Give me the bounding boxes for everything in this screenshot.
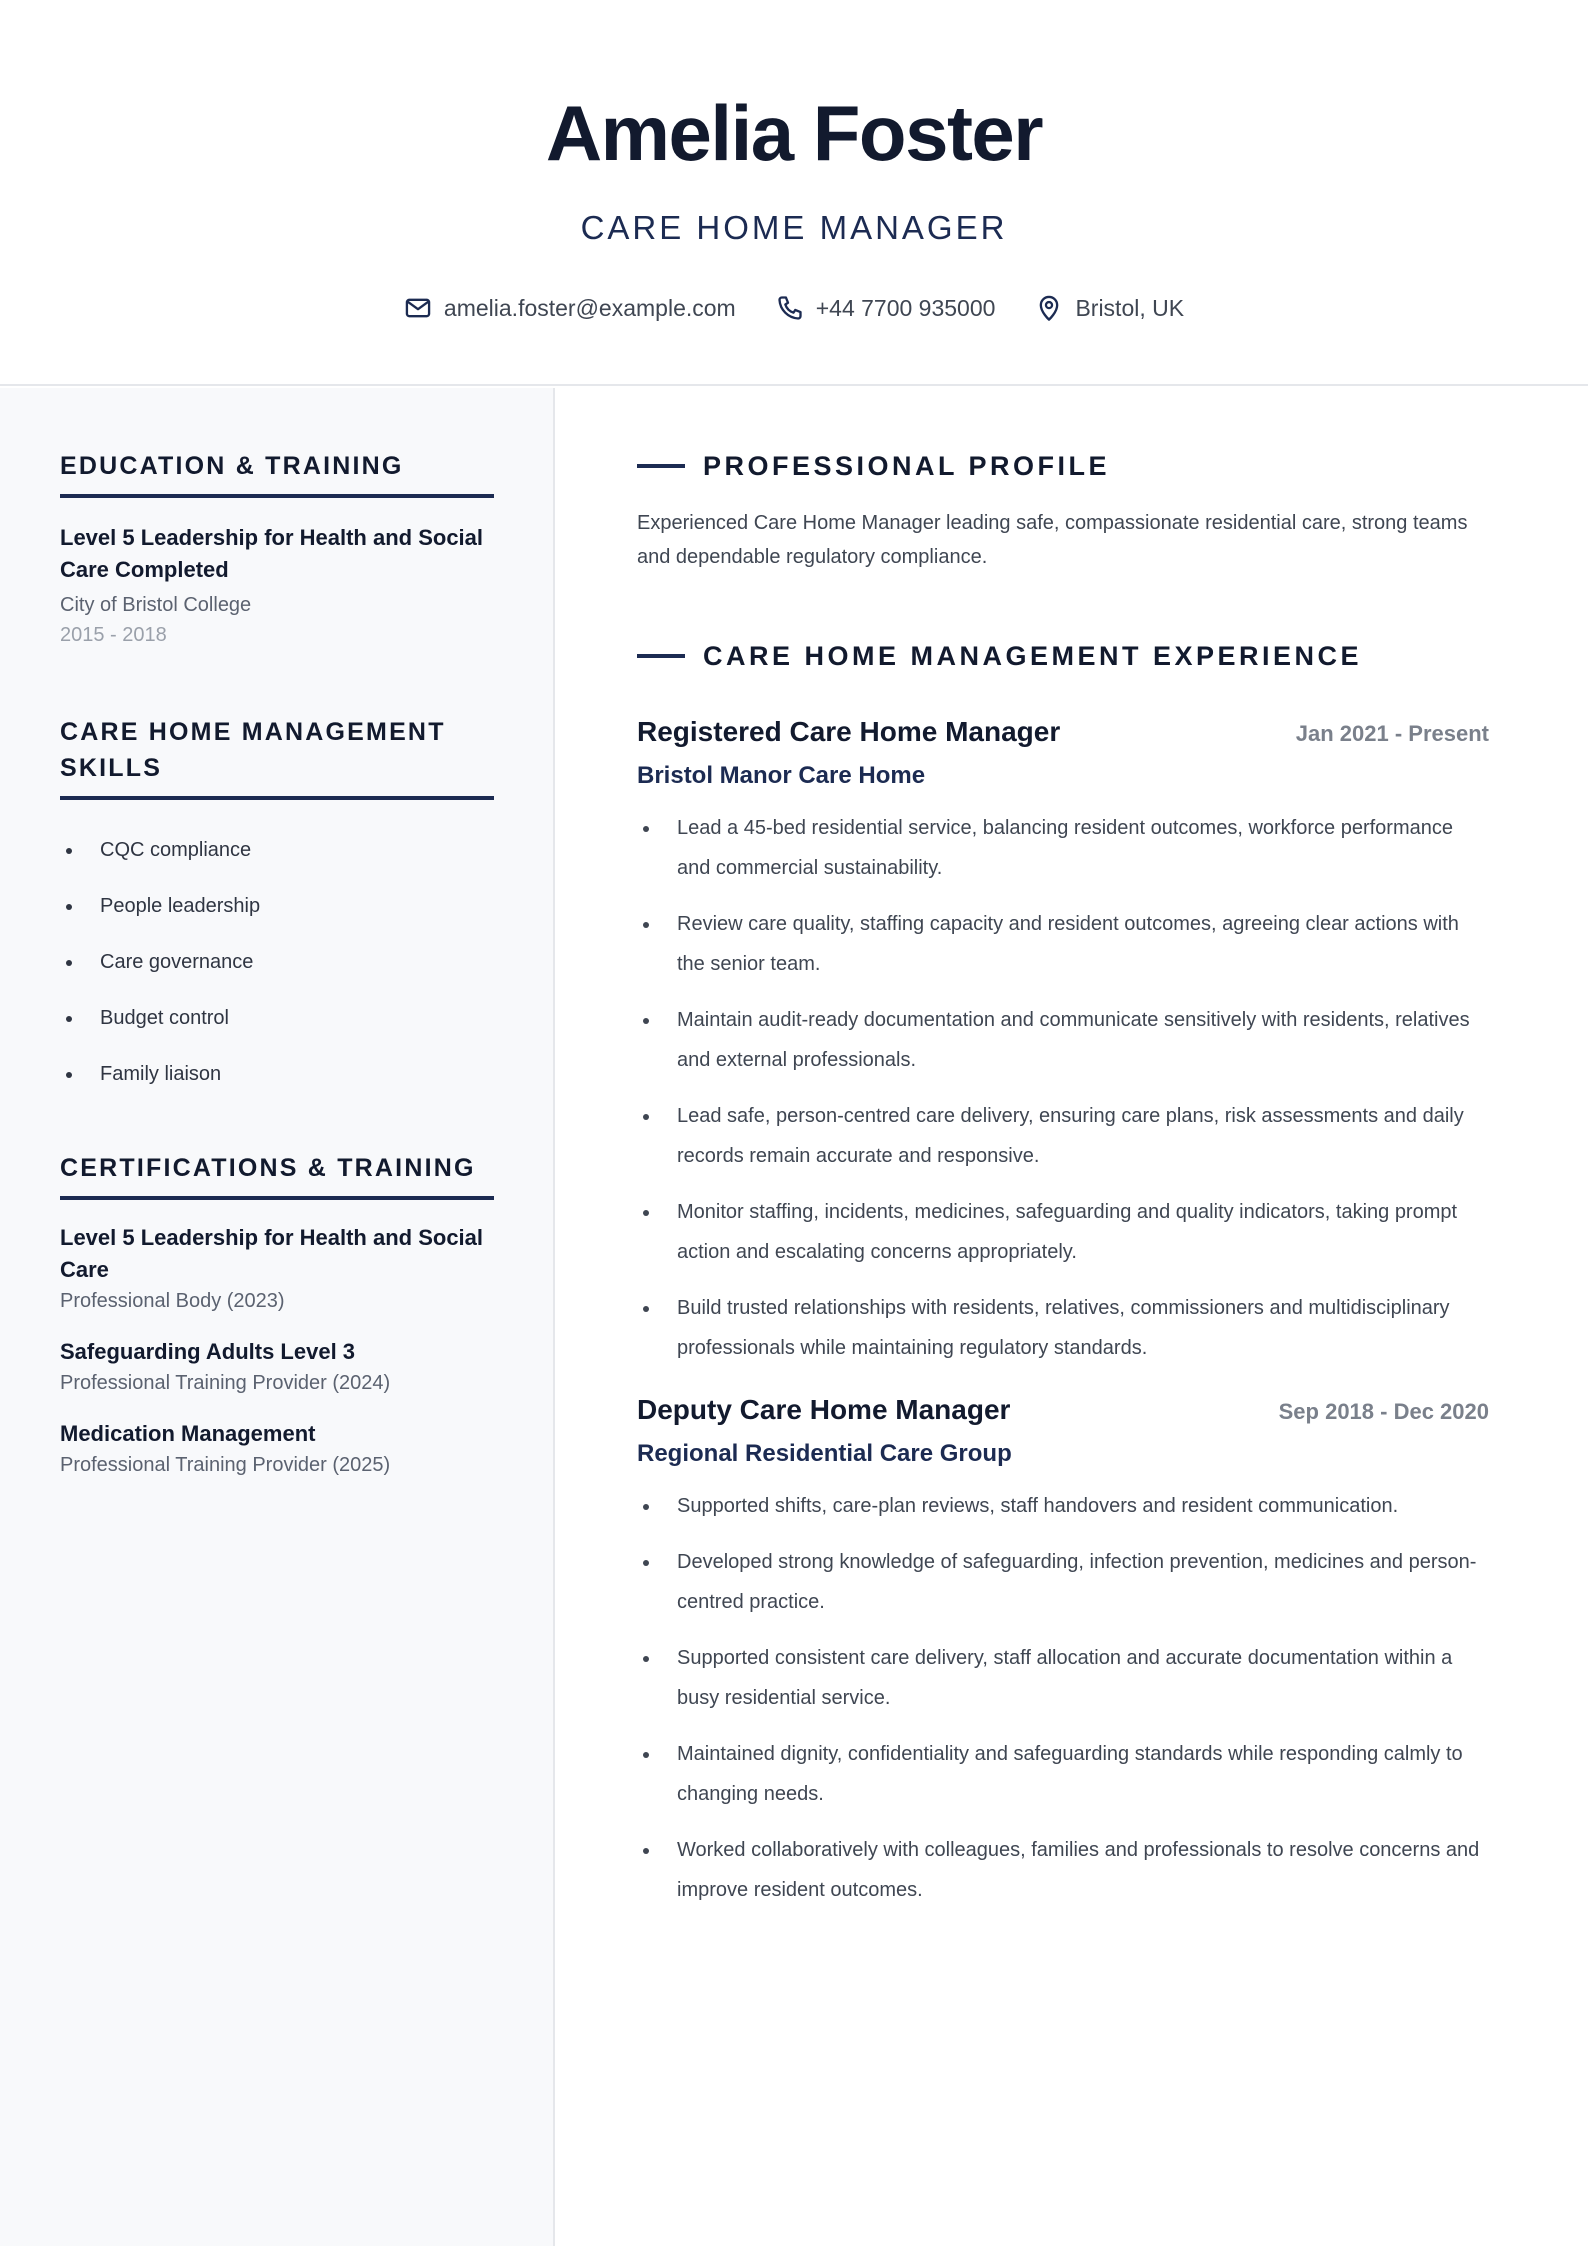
certification-item	[60, 1336, 494, 1398]
experience-section	[637, 636, 1489, 1926]
contact-location	[1035, 290, 1184, 326]
map-pin-icon	[1035, 294, 1063, 322]
candidate-name: Amelia Foster	[545, 89, 1043, 177]
job-entry	[637, 712, 1489, 1368]
heading-accent-bar	[637, 654, 685, 658]
main-content	[557, 388, 1588, 2246]
profile-heading-text: PROFESSIONAL PROFILE	[703, 451, 1111, 481]
mail-icon	[404, 294, 432, 322]
job-company: Bristol Manor Care Home	[637, 762, 926, 789]
location-text: Bristol, UK	[1075, 294, 1185, 321]
job-bullet: Maintained dignity, confidentiality and safeguarding standards while responding calmly to changing needs.	[637, 1734, 1489, 1814]
education-section	[60, 448, 494, 650]
job-bullet: Worked collaboratively with colleagues, families and professionals to resolve concerns and improve resident outcomes.	[637, 1830, 1489, 1910]
certification-item	[60, 1222, 494, 1316]
job-bullet: Supported shifts, care-plan reviews, staff handovers and resident communication.	[637, 1486, 1489, 1526]
heading-accent-bar	[637, 464, 685, 468]
job-bullet: Lead safe, person-centred care delivery, ensuring care plans, risk assessments and daily records remain accurate and responsive.	[637, 1096, 1489, 1176]
job-title: Deputy Care Home Manager	[637, 1394, 1011, 1425]
profile-heading	[637, 446, 1489, 486]
job-dates: Jan 2021 - Present	[1295, 721, 1489, 746]
job-bullet: Monitor staffing, incidents, medicines, safeguarding and quality indicators, taking prompt action and escalating concerns appropriately.	[637, 1192, 1489, 1272]
job-title: Registered Care Home Manager	[637, 716, 1061, 747]
sidebar	[0, 388, 555, 2246]
skill-item: People leadership	[60, 878, 494, 934]
certification-item	[60, 1418, 494, 1480]
phone-text[interactable]: +44 7700 935000	[815, 294, 996, 321]
job-bullet: Build trusted relationships with residents, relatives, commissioners and multidisciplinary professionals while maintaining regulatory standards.	[637, 1288, 1489, 1368]
skills-list	[60, 822, 494, 1102]
skills-heading: CARE HOME MANAGEMENT SKILLS	[60, 714, 494, 800]
job-bullet: Lead a 45-bed residential service, balancing resident outcomes, workforce performance and commercial sustainability.	[637, 808, 1489, 888]
contact-bar	[0, 290, 1588, 326]
education-years: 2015 - 2018	[60, 624, 167, 646]
certification-title: Level 5 Leadership for Health and Social Care	[60, 1225, 484, 1282]
job-bullet: Developed strong knowledge of safeguarding, infection prevention, medicines and person-centred practice.	[637, 1542, 1489, 1622]
contact-email[interactable]	[404, 290, 736, 326]
contact-phone[interactable]	[776, 290, 996, 326]
certifications-heading: CERTIFICATIONS & TRAINING	[60, 1150, 494, 1200]
job-entry	[637, 1390, 1489, 1910]
job-header	[637, 712, 1489, 754]
certification-title: Safeguarding Adults Level 3	[60, 1339, 356, 1364]
email-text[interactable]: amelia.foster@example.com	[443, 294, 736, 321]
skill-item: Budget control	[60, 990, 494, 1046]
certification-title: Medication Management	[60, 1421, 316, 1446]
phone-icon	[776, 294, 804, 322]
profile-summary: Experienced Care Home Manager leading safe, compassionate residential care, strong teams and dependable regulatory compliance.	[637, 512, 1468, 568]
job-header	[637, 1390, 1489, 1432]
skill-item: Family liaison	[60, 1046, 494, 1102]
profile-section	[637, 446, 1489, 574]
certification-issuer: Professional Training Provider (2025)	[60, 1454, 391, 1476]
certification-issuer: Professional Training Provider (2024)	[60, 1372, 391, 1394]
resume-header	[0, 0, 1588, 386]
skill-item: Care governance	[60, 934, 494, 990]
skill-item: CQC compliance	[60, 822, 494, 878]
job-bullet: Maintain audit-ready documentation and communicate sensitively with residents, relatives and external professionals.	[637, 1000, 1489, 1080]
job-dates: Sep 2018 - Dec 2020	[1278, 1399, 1489, 1424]
certification-issuer: Professional Body (2023)	[60, 1290, 285, 1312]
experience-heading-text: CARE HOME MANAGEMENT EXPERIENCE	[703, 641, 1363, 671]
job-bullet: Supported consistent care delivery, staff allocation and accurate documentation within a busy residential service.	[637, 1638, 1489, 1718]
skills-section	[60, 714, 494, 1102]
job-company: Regional Residential Care Group	[637, 1440, 1012, 1467]
education-institution: City of Bristol College	[60, 594, 252, 616]
job-bullets	[637, 1486, 1489, 1910]
experience-heading	[637, 636, 1489, 676]
job-bullets	[637, 808, 1489, 1368]
education-heading: EDUCATION & TRAINING	[60, 448, 494, 498]
education-title: Level 5 Leadership for Health and Social Care Completed	[60, 525, 484, 582]
job-bullet: Review care quality, staffing capacity and resident outcomes, agreeing clear actions with the senior team.	[637, 904, 1489, 984]
certifications-section	[60, 1150, 494, 1480]
candidate-role: CARE HOME MANAGER	[580, 209, 1008, 246]
